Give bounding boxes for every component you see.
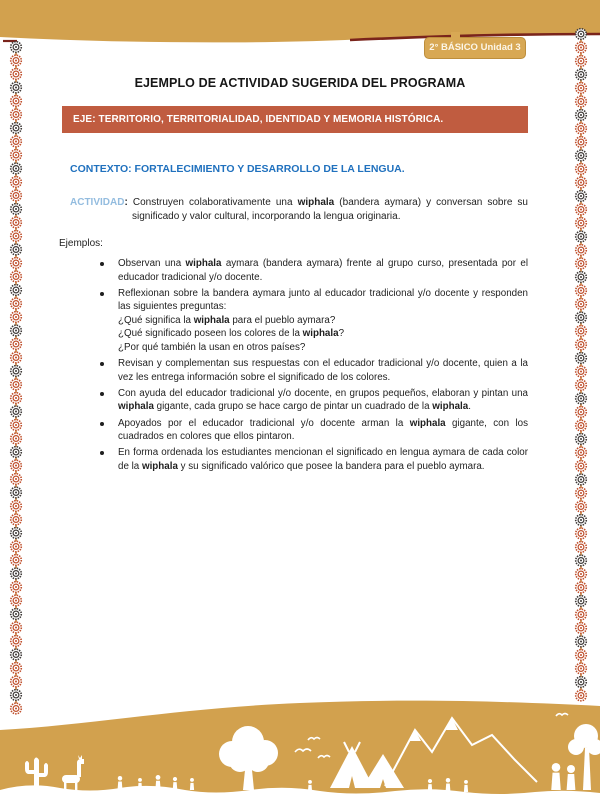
rosette-medallion-icon xyxy=(576,69,587,80)
rosette-medallion-icon xyxy=(576,420,587,431)
rosette-medallion-icon xyxy=(576,488,587,499)
rosette-medallion-icon xyxy=(576,110,587,121)
rosette-medallion-icon xyxy=(11,339,22,350)
rosette-medallion-icon xyxy=(576,515,587,526)
rosette-medallion-icon xyxy=(576,312,587,323)
rosette-medallion-icon xyxy=(11,136,22,147)
list-item-text: En forma ordenada los estudiantes mencionan el significado en lengua aymara de cada color de la wiphala y su significado valórico que posee la bandera para el pueblo aymara. xyxy=(118,447,528,472)
grade-badge: 2° BÁSICO Unidad 3 xyxy=(424,37,526,59)
contexto-heading: CONTEXTO: FORTALECIMIENTO Y DESARROLLO DE LA LENGUA. xyxy=(70,163,405,175)
list-item-text: Revisan y complementan sus respuestas con el educador tradicional y/o docente, quien a la vez les entrega información sobre el significado de los colores. xyxy=(118,358,528,383)
rosette-medallion-icon xyxy=(576,164,587,175)
rosette-medallion-icon xyxy=(576,542,587,553)
rosette-medallion-icon xyxy=(11,285,22,296)
rosette-medallion-icon xyxy=(11,622,22,633)
right-border-ornament xyxy=(570,27,592,717)
person-icon xyxy=(308,780,312,792)
list-item xyxy=(99,417,528,444)
rosette-medallion-icon xyxy=(11,271,22,282)
rosette-medallion-icon xyxy=(576,272,587,283)
rosette-medallion-icon xyxy=(11,609,22,620)
rosette-medallion-icon xyxy=(576,636,587,647)
rosette-medallion-icon xyxy=(576,150,587,161)
rosette-medallion-icon xyxy=(11,325,22,336)
rosette-medallion-icon xyxy=(576,137,587,148)
rosette-medallion-icon xyxy=(11,298,22,309)
list-item xyxy=(99,287,528,355)
rosette-medallion-icon xyxy=(576,380,587,391)
rosette-medallion-icon xyxy=(11,150,22,161)
footer-landscape xyxy=(0,700,600,800)
rosette-medallion-icon xyxy=(11,568,22,579)
rosette-medallion-icon xyxy=(11,163,22,174)
person-icon xyxy=(428,779,433,792)
rosette-medallion-icon xyxy=(576,191,587,202)
person-icon xyxy=(190,778,194,790)
rosette-medallion-icon xyxy=(576,528,587,539)
rosette-medallion-icon xyxy=(11,501,22,512)
rosette-medallion-icon xyxy=(11,582,22,593)
bullet-icon xyxy=(100,292,104,296)
actividad-colon: : xyxy=(124,197,128,208)
rosette-medallion-icon xyxy=(11,690,22,701)
ejemplos-label: Ejemplos: xyxy=(59,238,103,249)
rosette-medallion-icon xyxy=(576,245,587,256)
rosette-medallion-icon xyxy=(11,541,22,552)
rosette-medallion-icon xyxy=(11,55,22,66)
rosette-medallion-icon xyxy=(11,352,22,363)
bullet-icon xyxy=(100,262,104,266)
rosette-medallion-icon xyxy=(11,69,22,80)
list-item xyxy=(99,387,528,414)
rosette-medallion-icon xyxy=(576,474,587,485)
list-item xyxy=(99,257,528,284)
list-item xyxy=(99,357,528,384)
person-icon xyxy=(138,778,142,790)
rosette-medallion-icon xyxy=(576,29,587,40)
rosette-medallion-icon xyxy=(576,650,587,661)
rosette-medallion-icon xyxy=(11,204,22,215)
rosette-medallion-icon xyxy=(576,339,587,350)
rosette-medallion-icon xyxy=(11,244,22,255)
rosette-medallion-icon xyxy=(576,501,587,512)
question-line: ¿Qué significa la wiphala para el pueblo aymara? xyxy=(118,314,336,326)
rosette-medallion-icon xyxy=(11,649,22,660)
actividad-label: ACTIVIDAD xyxy=(70,197,125,208)
rosette-medallion-icon xyxy=(11,514,22,525)
person-icon xyxy=(464,780,468,792)
rosette-medallion-icon xyxy=(576,83,587,94)
question-line: ¿Qué significado poseen los colores de la wiphala? xyxy=(118,328,345,340)
rosette-medallion-icon xyxy=(576,393,587,404)
rosette-medallion-icon xyxy=(576,218,587,229)
rosette-medallion-icon xyxy=(11,433,22,444)
left-border-ornament xyxy=(5,40,27,730)
rosette-medallion-icon xyxy=(11,663,22,674)
rosette-medallion-icon xyxy=(11,420,22,431)
rosette-medallion-icon xyxy=(11,474,22,485)
rosette-medallion-icon xyxy=(576,555,587,566)
rosette-medallion-icon xyxy=(576,96,587,107)
person-icon xyxy=(567,765,576,790)
rosette-medallion-icon xyxy=(11,231,22,242)
bullet-icon xyxy=(100,422,104,426)
rosette-medallion-icon xyxy=(11,636,22,647)
rosette-medallion-icon xyxy=(11,528,22,539)
rosette-medallion-icon xyxy=(576,569,587,580)
rosette-medallion-icon xyxy=(11,123,22,134)
rosette-medallion-icon xyxy=(11,177,22,188)
person-icon xyxy=(446,778,451,792)
rosette-medallion-icon xyxy=(576,582,587,593)
list-item xyxy=(99,446,528,473)
rosette-medallion-icon xyxy=(11,366,22,377)
rosette-medallion-icon xyxy=(11,595,22,606)
person-icon xyxy=(118,776,123,790)
list-item-text: Apoyados por el educador tradicional y/o docente arman la wiphala gigante, con los cuadrados en colores que ellos pintaron. xyxy=(118,417,528,443)
rosette-medallion-icon xyxy=(576,447,587,458)
rosette-medallion-icon xyxy=(576,663,587,674)
rosette-medallion-icon xyxy=(11,258,22,269)
rosette-medallion-icon xyxy=(576,56,587,67)
eje-banner: EJE: TERRITORIO, TERRITORIALIDAD, IDENTIDAD Y MEMORIA HISTÓRICA. xyxy=(62,106,528,133)
bullet-icon xyxy=(100,392,104,396)
rosette-medallion-icon xyxy=(11,406,22,417)
person-icon xyxy=(173,777,178,790)
list-item-text: Con ayuda del educador tradicional y/o docente, en grupos pequeños, elaboran y pintan una wiphala gigante, cada grupo se hace cargo de pintar un cuadrado de la wiphala. xyxy=(118,387,528,413)
examples-list xyxy=(99,257,528,476)
rosette-medallion-icon xyxy=(576,326,587,337)
rosette-medallion-icon xyxy=(11,393,22,404)
rosette-medallion-icon xyxy=(576,434,587,445)
rosette-medallion-icon xyxy=(11,96,22,107)
rosette-medallion-icon xyxy=(576,285,587,296)
actividad-text: Construyen colaborativamente una wiphala (bandera aymara) y conversan sobre su significado y valor cultural, incorporando la lengua originaria. xyxy=(132,197,528,222)
rosette-medallion-icon xyxy=(576,299,587,310)
rosette-medallion-icon xyxy=(576,366,587,377)
rosette-medallion-icon xyxy=(11,82,22,93)
rosette-medallion-icon xyxy=(576,231,587,242)
rosette-medallion-icon xyxy=(11,487,22,498)
rosette-medallion-icon xyxy=(11,379,22,390)
actividad-paragraph xyxy=(70,196,528,224)
rosette-medallion-icon xyxy=(11,460,22,471)
rosette-medallion-icon xyxy=(576,461,587,472)
rosette-medallion-icon xyxy=(576,204,587,215)
rosette-medallion-icon xyxy=(11,190,22,201)
rosette-medallion-icon xyxy=(576,596,587,607)
person-icon xyxy=(155,775,160,790)
rosette-medallion-icon xyxy=(576,42,587,53)
list-item-text: Observan una wiphala aymara (bandera aymara) frente al grupo curso, presentada por el educador tradicional y/o docente. xyxy=(118,258,528,283)
question-line: ¿Por qué también la usan en otros países? xyxy=(118,342,306,354)
rosette-medallion-icon xyxy=(576,177,587,188)
page-title: EJEMPLO DE ACTIVIDAD SUGERIDA DEL PROGRAMA xyxy=(134,76,466,90)
list-item-text: Reflexionan sobre la bandera aymara junto al educador tradicional y/o docente y responden las siguientes preguntas: xyxy=(118,287,528,313)
person-icon xyxy=(551,763,561,790)
rosette-medallion-icon xyxy=(11,447,22,458)
rosette-medallion-icon xyxy=(576,123,587,134)
rosette-medallion-icon xyxy=(11,217,22,228)
rosette-medallion-icon xyxy=(11,555,22,566)
rosette-medallion-icon xyxy=(11,109,22,120)
rosette-medallion-icon xyxy=(576,623,587,634)
bullet-icon xyxy=(100,451,104,455)
rosette-medallion-icon xyxy=(576,407,587,418)
rosette-medallion-icon xyxy=(11,676,22,687)
rosette-medallion-icon xyxy=(576,353,587,364)
rosette-medallion-icon xyxy=(11,42,22,53)
rosette-medallion-icon xyxy=(576,609,587,620)
bullet-icon xyxy=(100,362,104,366)
rosette-medallion-icon xyxy=(576,258,587,269)
rosette-medallion-icon xyxy=(11,312,22,323)
rosette-medallion-icon xyxy=(576,677,587,688)
